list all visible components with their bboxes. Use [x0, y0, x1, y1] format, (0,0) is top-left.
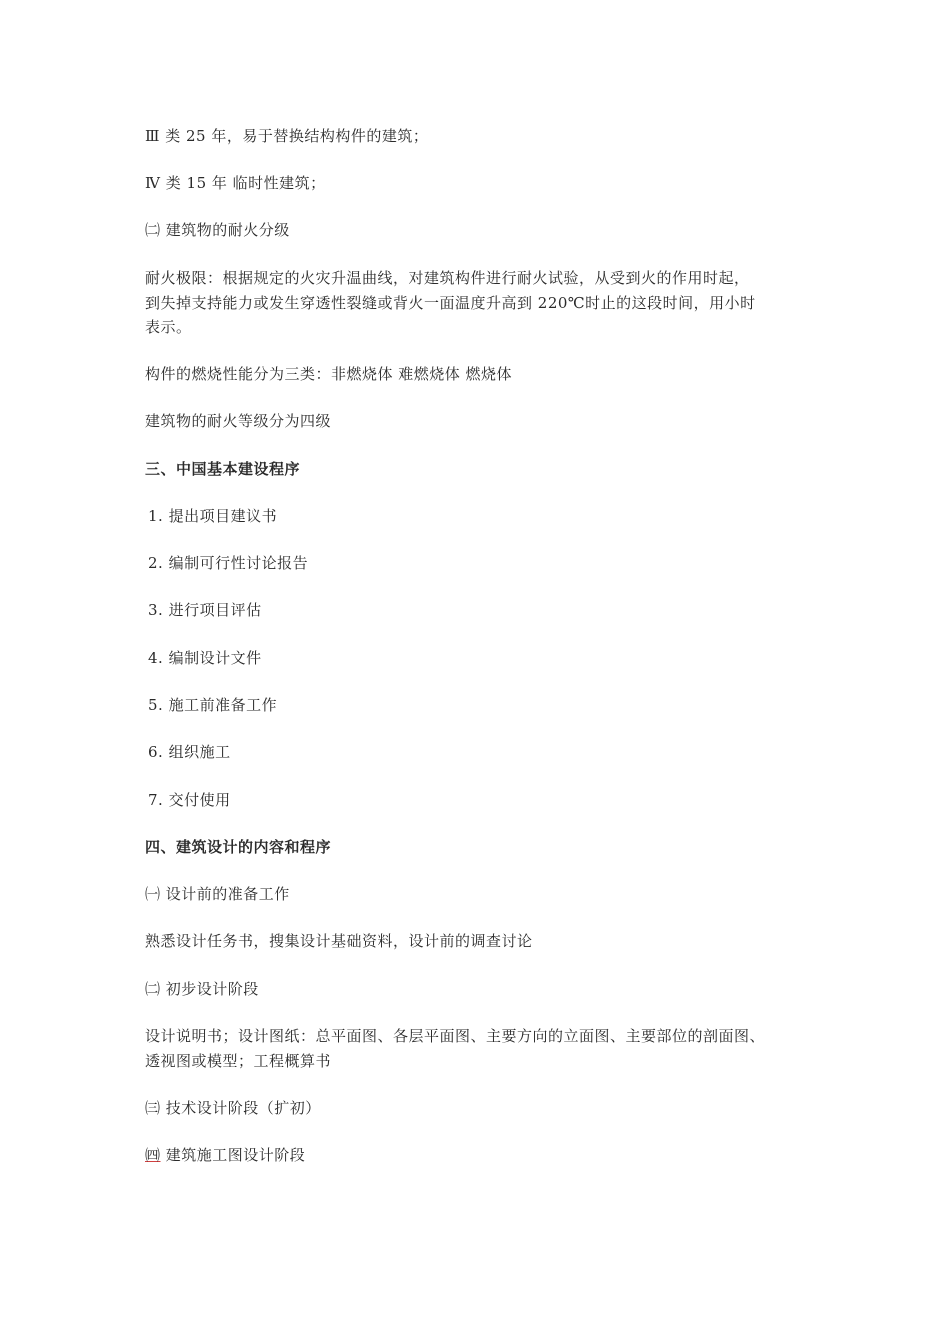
step-1: 1. 提出项目建议书 [148, 507, 278, 525]
section-3-heading: 三、中国基本建设程序 [145, 460, 301, 478]
step-7: 7. 交付使用 [148, 791, 231, 809]
step-3: 3. 进行项目评估 [148, 601, 262, 619]
phase-2-heading: ㈡ 初步设计阶段 [145, 980, 259, 998]
fire-limit-line-2: 到失掉支持能力或发生穿透性裂缝或背火一面温度升高到 220℃时止的这段时间，用小时 [145, 294, 756, 312]
fire-limit-line-3: 表示。 [145, 318, 192, 336]
phase-2-detail-line-1: 设计说明书；设计图纸：总平面图、各层平面图、主要方向的立面图、主要部位的剖面图、 [145, 1027, 766, 1045]
phase-4-heading [145, 1143, 305, 1167]
step-4: 4. 编制设计文件 [148, 649, 262, 667]
fire-grade-line: 建筑物的耐火等级分为四级 [145, 412, 332, 430]
step-5: 5. 施工前准备工作 [148, 696, 278, 714]
phase-2-detail-line-2: 透视图或模型；工程概算书 [145, 1052, 332, 1070]
fire-limit-line-1: 耐火极限：根据规定的火灾升温曲线，对建筑构件进行耐火试验，从受到火的作用时起， [145, 269, 750, 287]
phase-1-heading: ㈠ 设计前的准备工作 [145, 885, 290, 903]
phase-1-detail: 熟悉设计任务书，搜集设计基础资料，设计前的调查讨论 [145, 932, 533, 950]
fire-rating-heading: ㈡ 建筑物的耐火分级 [145, 221, 290, 239]
class-iii-line: Ⅲ 类 25 年，易于替换结构构件的建筑； [145, 127, 429, 145]
phase-4-marker: ㈣ [145, 1146, 161, 1164]
step-6: 6. 组织施工 [148, 743, 231, 761]
class-iv-line: Ⅳ 类 15 年 临时性建筑； [145, 174, 326, 192]
section-4-heading: 四、建筑设计的内容和程序 [145, 838, 332, 856]
phase-3-heading: ㈢ 技术设计阶段（扩初） [145, 1099, 321, 1117]
phase-4-label: 建筑施工图设计阶段 [160, 1146, 306, 1164]
combustion-classes-line: 构件的燃烧性能分为三类：非燃烧体 难燃烧体 燃烧体 [145, 365, 513, 383]
step-2: 2. 编制可行性讨论报告 [148, 554, 309, 572]
